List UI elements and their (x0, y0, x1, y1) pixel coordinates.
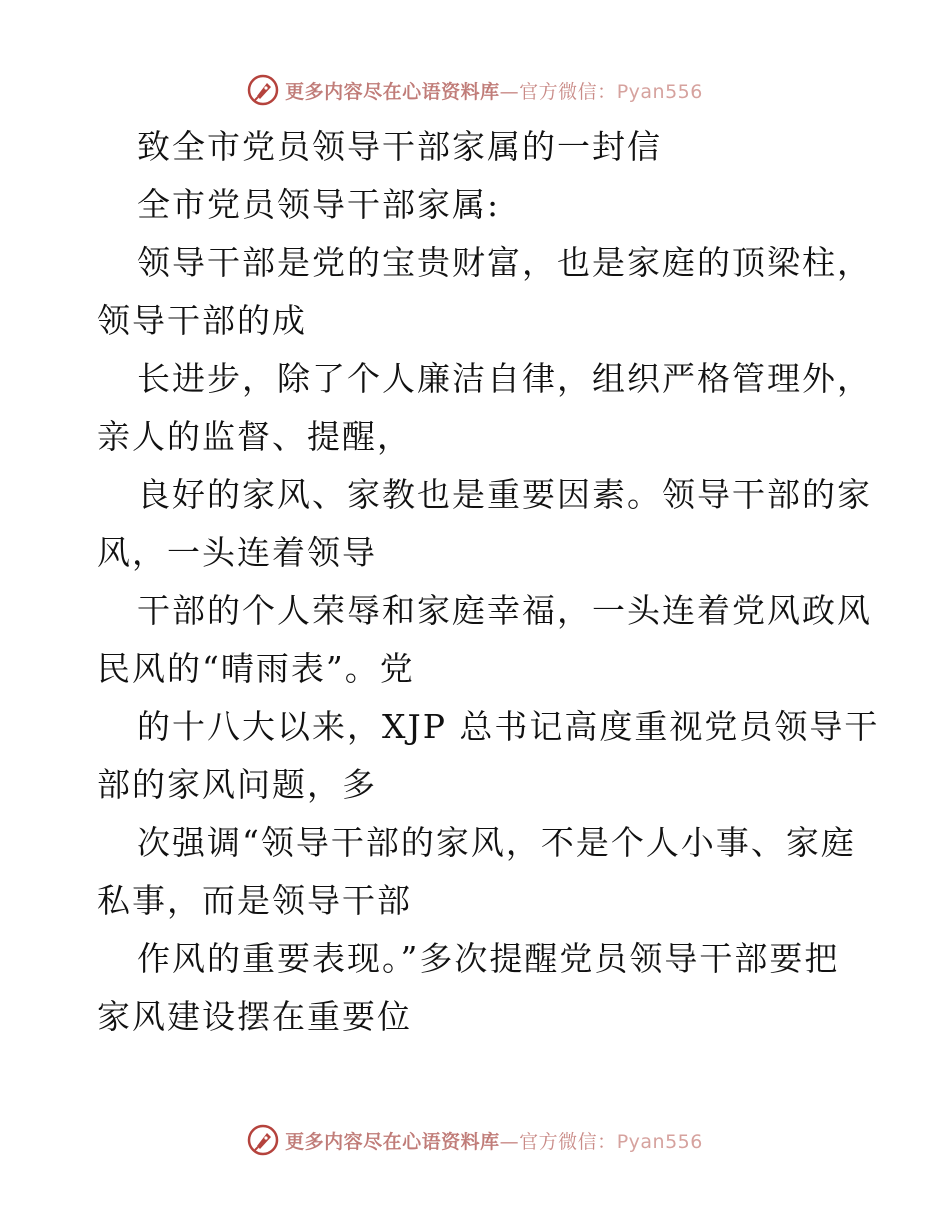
watermark-wechat-id: Pyan556 (616, 80, 703, 103)
salutation: 全市党员领导干部家属: (137, 185, 501, 224)
document-title: 致全市党员领导干部家属的一封信 (137, 127, 662, 166)
body-line: 的十八大以来，XJP 总书记高度重视党员领导干 (137, 707, 880, 746)
watermark-main: 更多内容尽在心语资料库 (285, 1130, 500, 1153)
body-line: 民风的“晴雨表”。党 (97, 649, 415, 688)
document-body (97, 118, 880, 1046)
body-line: 部的家风问题，多 (97, 765, 377, 804)
header-watermark (0, 70, 950, 110)
body-line: 领导干部的成 (97, 301, 307, 340)
body-line: 干部的个人荣辱和家庭幸福，一头连着党风政风 (137, 591, 872, 630)
body-line: 良好的家风、家教也是重要因素。领导干部的家 (137, 475, 872, 514)
body-line: 作风的重要表现。”多次提醒党员领导干部要把 (137, 939, 840, 978)
watermark-dash: — (499, 80, 520, 103)
pen-nib-logo-icon (247, 74, 279, 106)
body-line: 私事，而是领导干部 (97, 881, 412, 920)
body-line: 长进步，除了个人廉洁自律，组织严格管理外， (137, 359, 872, 398)
watermark-wechat-id: Pyan556 (616, 1130, 703, 1153)
watermark-wechat-label: 官方微信： (519, 80, 617, 103)
body-line: 亲人的监督、提醒， (97, 417, 412, 456)
body-line: 家风建设摆在重要位 (97, 997, 412, 1036)
watermark-text (285, 77, 703, 104)
body-line: 风，一头连着领导 (97, 533, 377, 572)
pen-nib-logo-icon (247, 1124, 279, 1156)
body-line: 领导干部是党的宝贵财富，也是家庭的顶梁柱， (137, 243, 872, 282)
watermark-dash: — (499, 1130, 520, 1153)
footer-watermark (0, 1120, 950, 1160)
watermark-main: 更多内容尽在心语资料库 (285, 80, 500, 103)
body-line: 次强调“领导干部的家风，不是个人小事、家庭 (137, 823, 856, 862)
watermark-wechat-label: 官方微信： (519, 1130, 617, 1153)
watermark-text (285, 1127, 703, 1154)
